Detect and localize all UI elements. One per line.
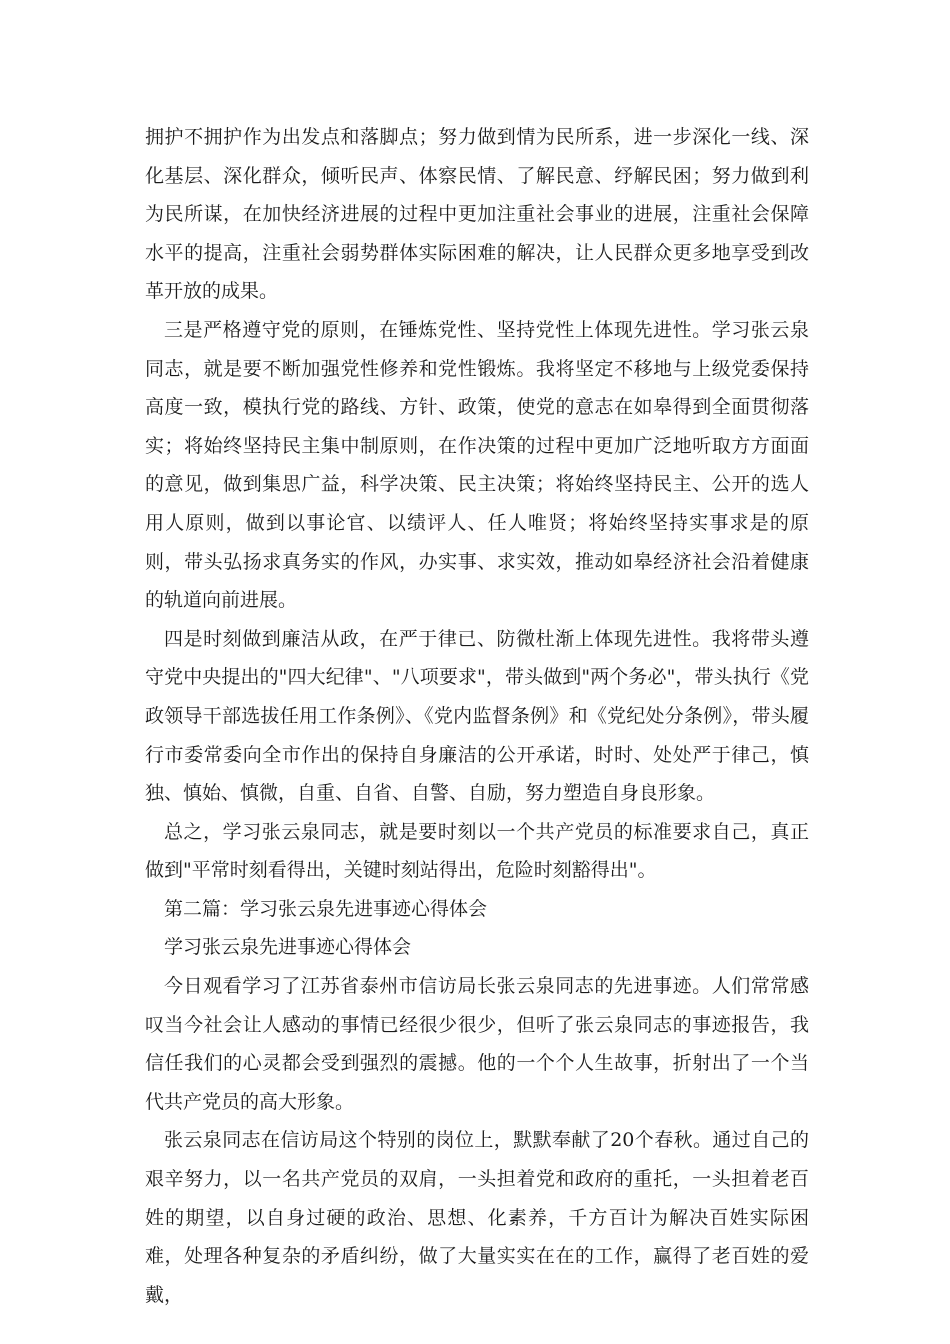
- paragraph-conclusion: 总之，学习张云泉同志，就是要时刻以一个共产党员的标准要求自己，真正做到"平常时刻看得出，关键时刻站得出，危险时刻豁得出"。: [145, 820, 809, 882]
- paragraph-dedication: 张云泉同志在信访局这个特别的岗位上，默默奉献了20个春秋。通过自己的艰辛努力，以一名共产党员的双肩，一头担着党和政府的重托，一头担着老百姓的期望，以自身过硬的政治、思想、化素养，千方百计为解决百姓实际困难，处理各种复杂的矛盾纠纷，做了大量实实在在的工作，赢得了老百姓的爱戴，: [145, 1129, 809, 1306]
- document-body: [145, 118, 809, 1314]
- paragraph-continuation: 拥护不拥护作为出发点和落脚点；努力做到情为民所系，进一步深化一线、深化基层、深化群众，倾听民声、体察民情、了解民意、纾解民困；努力做到利为民所谋，在加快经济进展的过程中更加注重社会事业的进展，注重社会保障水平的提高，注重社会弱势群体实际困难的解决，让人民群众更多地享受到改革开放的成果。: [145, 126, 809, 303]
- section-heading: 第二篇：学习张云泉先进事迹心得体会: [164, 897, 488, 920]
- paragraph-point-three: 三是严格遵守党的原则，在锤炼党性、坚持党性上体现先进性。学习张云泉同志，就是要不断加强党性修养和党性锻炼。我将坚定不移地与上级党委保持高度一致，模执行党的路线、方针、政策，使党的意志在如皋得到全面贯彻落实；将始终坚持民主集中制原则，在作决策的过程中更加广泛地听取方方面面的意见，做到集思广益，科学决策、民主决策；将始终坚持民主、公开的选人用人原则，做到以事论官、以绩评人、任人唯贤；将始终坚持实事求是的原则，带头弘扬求真务实的作风，办实事、求实效，推动如皋经济社会沿着健康的轨道向前进展。: [145, 318, 809, 612]
- article-title: 学习张云泉先进事迹心得体会: [164, 936, 412, 959]
- paragraph-intro: 今日观看学习了江苏省泰州市信访局长张云泉同志的先进事迹。人们常常感叹当今社会让人感动的事情已经很少很少，但听了张云泉同志的事迹报告，我信任我们的心灵都会受到强烈的震撼。他的一个个人生故事，折射出了一个当代共产党员的高大形象。: [145, 975, 809, 1113]
- paragraph-point-four: 四是时刻做到廉洁从政，在严于律已、防微杜渐上体现先进性。我将带头遵守党中央提出的"四大纪律"、"八项要求"，带头做到"两个务必"，带头执行《党政领导干部选拔任用工作条例》、《党内监督条例》和《党纪处分条例》，带头履行市委常委向全市作出的保持自身廉洁的公开承诺，时时、处处严于律己，慎独、慎始、慎微，自重、自省、自警、自励，努力塑造自身良形象。: [145, 627, 809, 805]
